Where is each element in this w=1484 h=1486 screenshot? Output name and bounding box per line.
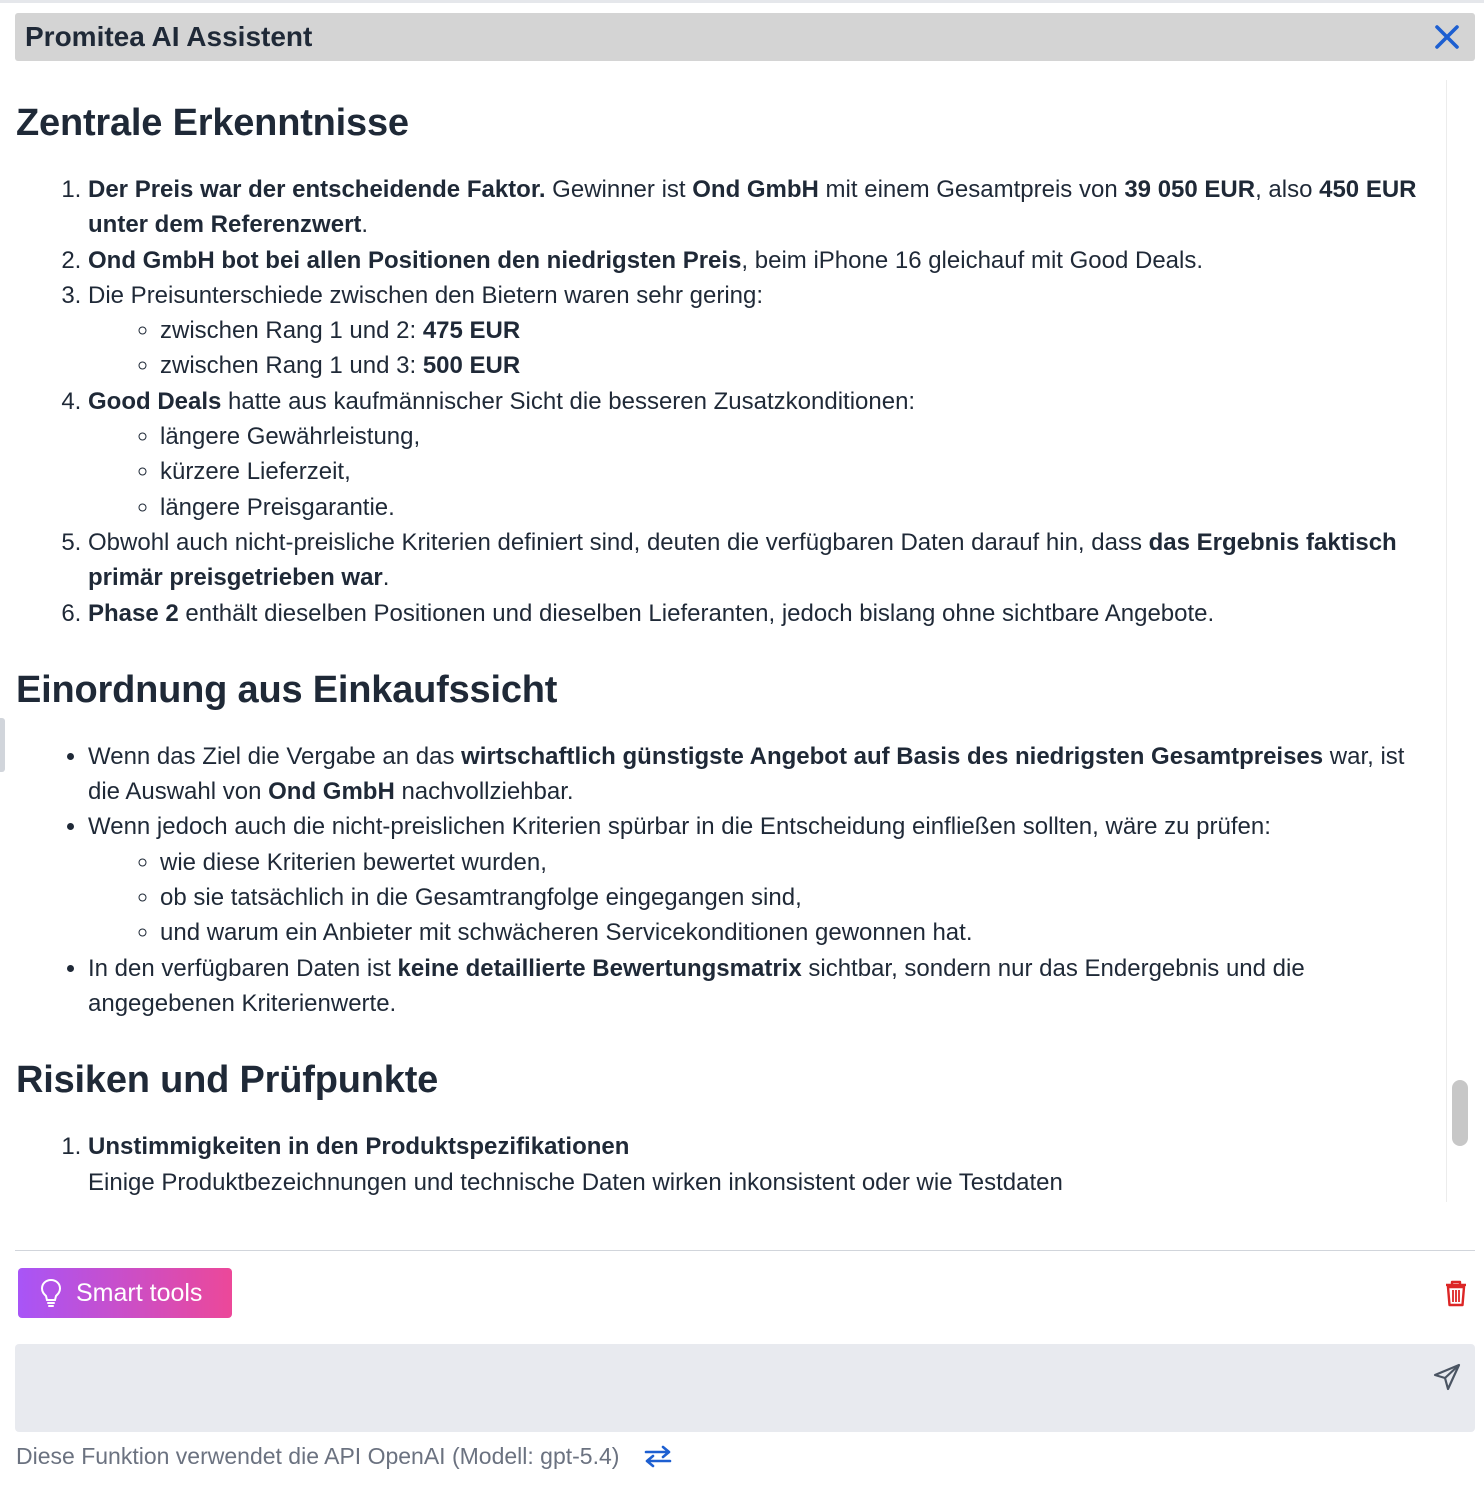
bold-text: 39 050 EUR [1124, 176, 1256, 203]
sub-list [88, 313, 1428, 384]
bold-text: Ond GmbH bot bei allen Positionen den niedrigsten Preis [88, 246, 742, 274]
text: . [382, 564, 390, 592]
list-item [88, 525, 1428, 596]
close-icon[interactable] [1431, 21, 1463, 53]
list-item [88, 384, 1428, 525]
sub-list-item [160, 419, 1428, 454]
bold-text: Ond GmbH [268, 778, 395, 806]
bold-text: 450 EUR unter dem Referenzwert [88, 176, 1417, 239]
section-heading-key-findings: Zentrale Erkenntnisse [16, 102, 409, 144]
section-heading-assessment: Einordnung aus Einkaufssicht [16, 668, 558, 711]
list-item-continuation: Einige Produktbezeichnungen und technische Daten wirken inkonsistent oder wie Testdaten [88, 1168, 1063, 1196]
resize-handle[interactable] [0, 718, 5, 772]
message-input[interactable] [15, 1344, 1395, 1424]
text: , also [1255, 176, 1320, 203]
list-item [88, 243, 1428, 278]
findings-list [16, 172, 1428, 631]
scrollbar-track[interactable] [1446, 80, 1447, 1202]
text: Wenn jedoch auch die nicht-preislichen Kriterien spürbar in die Entscheidung einfließen sollten, wäre zu prüfen: [88, 813, 1271, 841]
text: zwischen Rang 1 und 3: [160, 352, 423, 380]
text: war, ist die Auswahl von [88, 742, 1405, 806]
assistant-title: Promitea AI Assistent [25, 21, 313, 52]
bold-text: Der Preis war der entscheidende Faktor. [88, 176, 546, 203]
text: ob sie tatsächlich in die Gesamtrangfolge eingegangen sind, [160, 884, 802, 912]
list-item [88, 951, 1428, 1022]
chat-message [16, 78, 1428, 1202]
sub-list-item [160, 915, 1428, 950]
text: Wenn das Ziel die Vergabe an das [88, 742, 462, 770]
text: mit einem Gesamtpreis von [818, 176, 1125, 203]
list-item [88, 739, 1428, 810]
assistant-header [15, 13, 1475, 61]
sub-list-item [160, 880, 1428, 915]
swap-icon[interactable] [643, 1444, 673, 1468]
text: sichtbar, sondern nur das Endergebnis und die angegebenen Kriterienwerte. [88, 954, 1305, 1017]
text: . [361, 211, 369, 239]
assessment-list [16, 739, 1428, 1021]
list-item [88, 596, 1428, 631]
lightbulb-icon [40, 1278, 66, 1308]
text: zwischen Rang 1 und 2: [160, 317, 423, 345]
text: kürzere Lieferzeit, [160, 458, 351, 486]
text: , beim iPhone 16 gleichauf mit Good Deals. [741, 246, 1204, 274]
bold-text: Phase 2 [88, 599, 179, 627]
sub-list [88, 845, 1428, 951]
footer [16, 1440, 673, 1472]
smart-tools-label: Smart tools [76, 1278, 203, 1307]
sub-list-item [160, 454, 1428, 489]
text: wie diese Kriterien bewertet wurden, [160, 848, 547, 876]
api-info-text: Diese Funktion verwendet die API OpenAI (Modell: gpt-5.4) [16, 1442, 620, 1469]
text: nachvollziehbar. [394, 778, 574, 806]
section-heading-risks: Risiken und Prüfpunkte [16, 1059, 439, 1102]
divider [15, 1250, 1475, 1251]
bold-text: das Ergebnis faktisch primär preisgetrieben war [88, 528, 1397, 592]
text: längere Gewährleistung, [160, 423, 421, 451]
scrollbar-thumb[interactable] [1452, 1080, 1468, 1146]
list-item [88, 278, 1428, 384]
risks-list [16, 1129, 1428, 1200]
text: und warum ein Anbieter mit schwächeren Servicekonditionen gewonnen hat. [160, 919, 973, 947]
text: enthält dieselben Positionen und dieselben Lieferanten, jedoch bislang ohne sichtbare Angebote. [178, 599, 1215, 627]
bold-text: Good Deals [88, 387, 222, 415]
bold-text: Ond GmbH [692, 176, 819, 203]
sub-list-item [160, 845, 1428, 880]
send-icon[interactable] [1432, 1362, 1462, 1392]
list-item [88, 1129, 1428, 1200]
bold-text: keine detaillierte Bewertungsmatrix [397, 954, 802, 982]
sub-list-item [160, 313, 1428, 348]
bold-text: 500 EUR [422, 352, 521, 380]
text: längere Preisgarantie. [160, 493, 395, 521]
list-item [88, 809, 1428, 950]
bold-text: Unstimmigkeiten in den Produktspezifikationen [88, 1133, 630, 1161]
bold-text: 475 EUR [422, 317, 521, 345]
text: Gewinner ist [545, 176, 693, 203]
text: hatte aus kaufmännischer Sicht die besseren Zusatzkonditionen: [221, 387, 916, 415]
sub-list-item [160, 348, 1428, 383]
text: Obwohl auch nicht-preisliche Kriterien definiert sind, deuten die verfügbaren Daten darauf hin, dass [88, 528, 1149, 556]
text: Die Preisunterschiede zwischen den Bietern waren sehr gering: [88, 281, 764, 309]
trash-icon[interactable] [1442, 1278, 1470, 1308]
message-input-container [15, 1344, 1475, 1432]
top-border [0, 0, 1484, 3]
list-item [88, 172, 1428, 243]
smart-tools-button[interactable] [18, 1268, 232, 1318]
bold-text: wirtschaftlich günstigste Angebot auf Basis des niedrigsten Gesamtpreises [461, 742, 1324, 770]
sub-list-item [160, 490, 1428, 525]
sub-list [88, 419, 1428, 525]
text: In den verfügbaren Daten ist [88, 954, 398, 982]
